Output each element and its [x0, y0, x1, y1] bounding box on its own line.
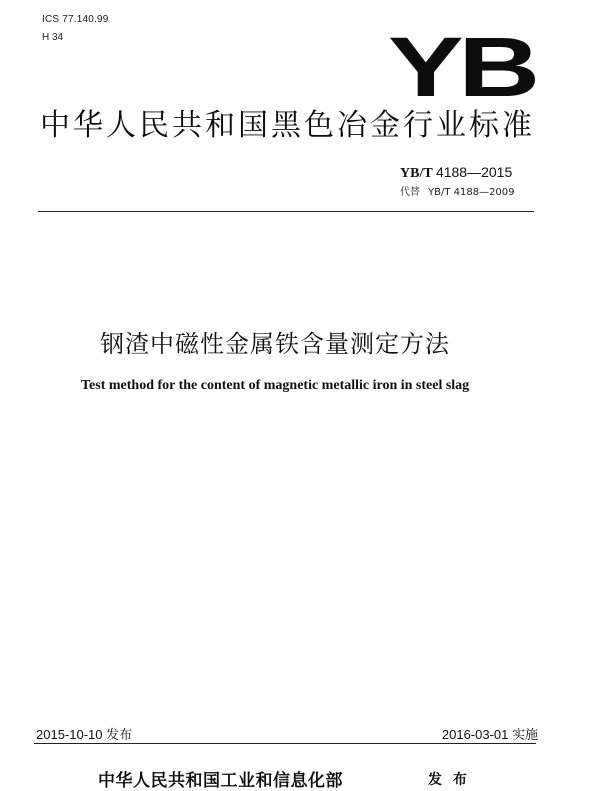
standard-category-title: 中华人民共和国黑色冶金行业标准 [40, 108, 535, 143]
replaces-label: 代替 [400, 187, 420, 198]
ccs-code: H 34 [42, 32, 64, 43]
standard-prefix: YB/T [400, 166, 433, 181]
document-title-chinese: 钢渣中磁性金属铁含量测定方法 [100, 330, 450, 358]
footer-divider [34, 743, 536, 744]
ics-code: ICS 77.140.99 [42, 14, 109, 25]
standard-number [400, 164, 512, 182]
replaces-value: YB/T 4188—2009 [428, 187, 515, 198]
yb-logo: YB [388, 20, 535, 114]
header-divider [38, 211, 534, 212]
issue-date: 2015-10-10 发布 [36, 727, 133, 742]
issued-label: 发 布 [428, 772, 470, 788]
standard-number-value: 4188—2015 [435, 164, 513, 180]
replaces-standard [400, 183, 515, 198]
issuing-authority: 中华人民共和国工业和信息化部 [98, 771, 343, 791]
document-title-english: Test method for the content of magnetic metallic iron in steel slag [81, 378, 470, 393]
implementation-date: 2016-03-01 实施 [441, 727, 538, 742]
